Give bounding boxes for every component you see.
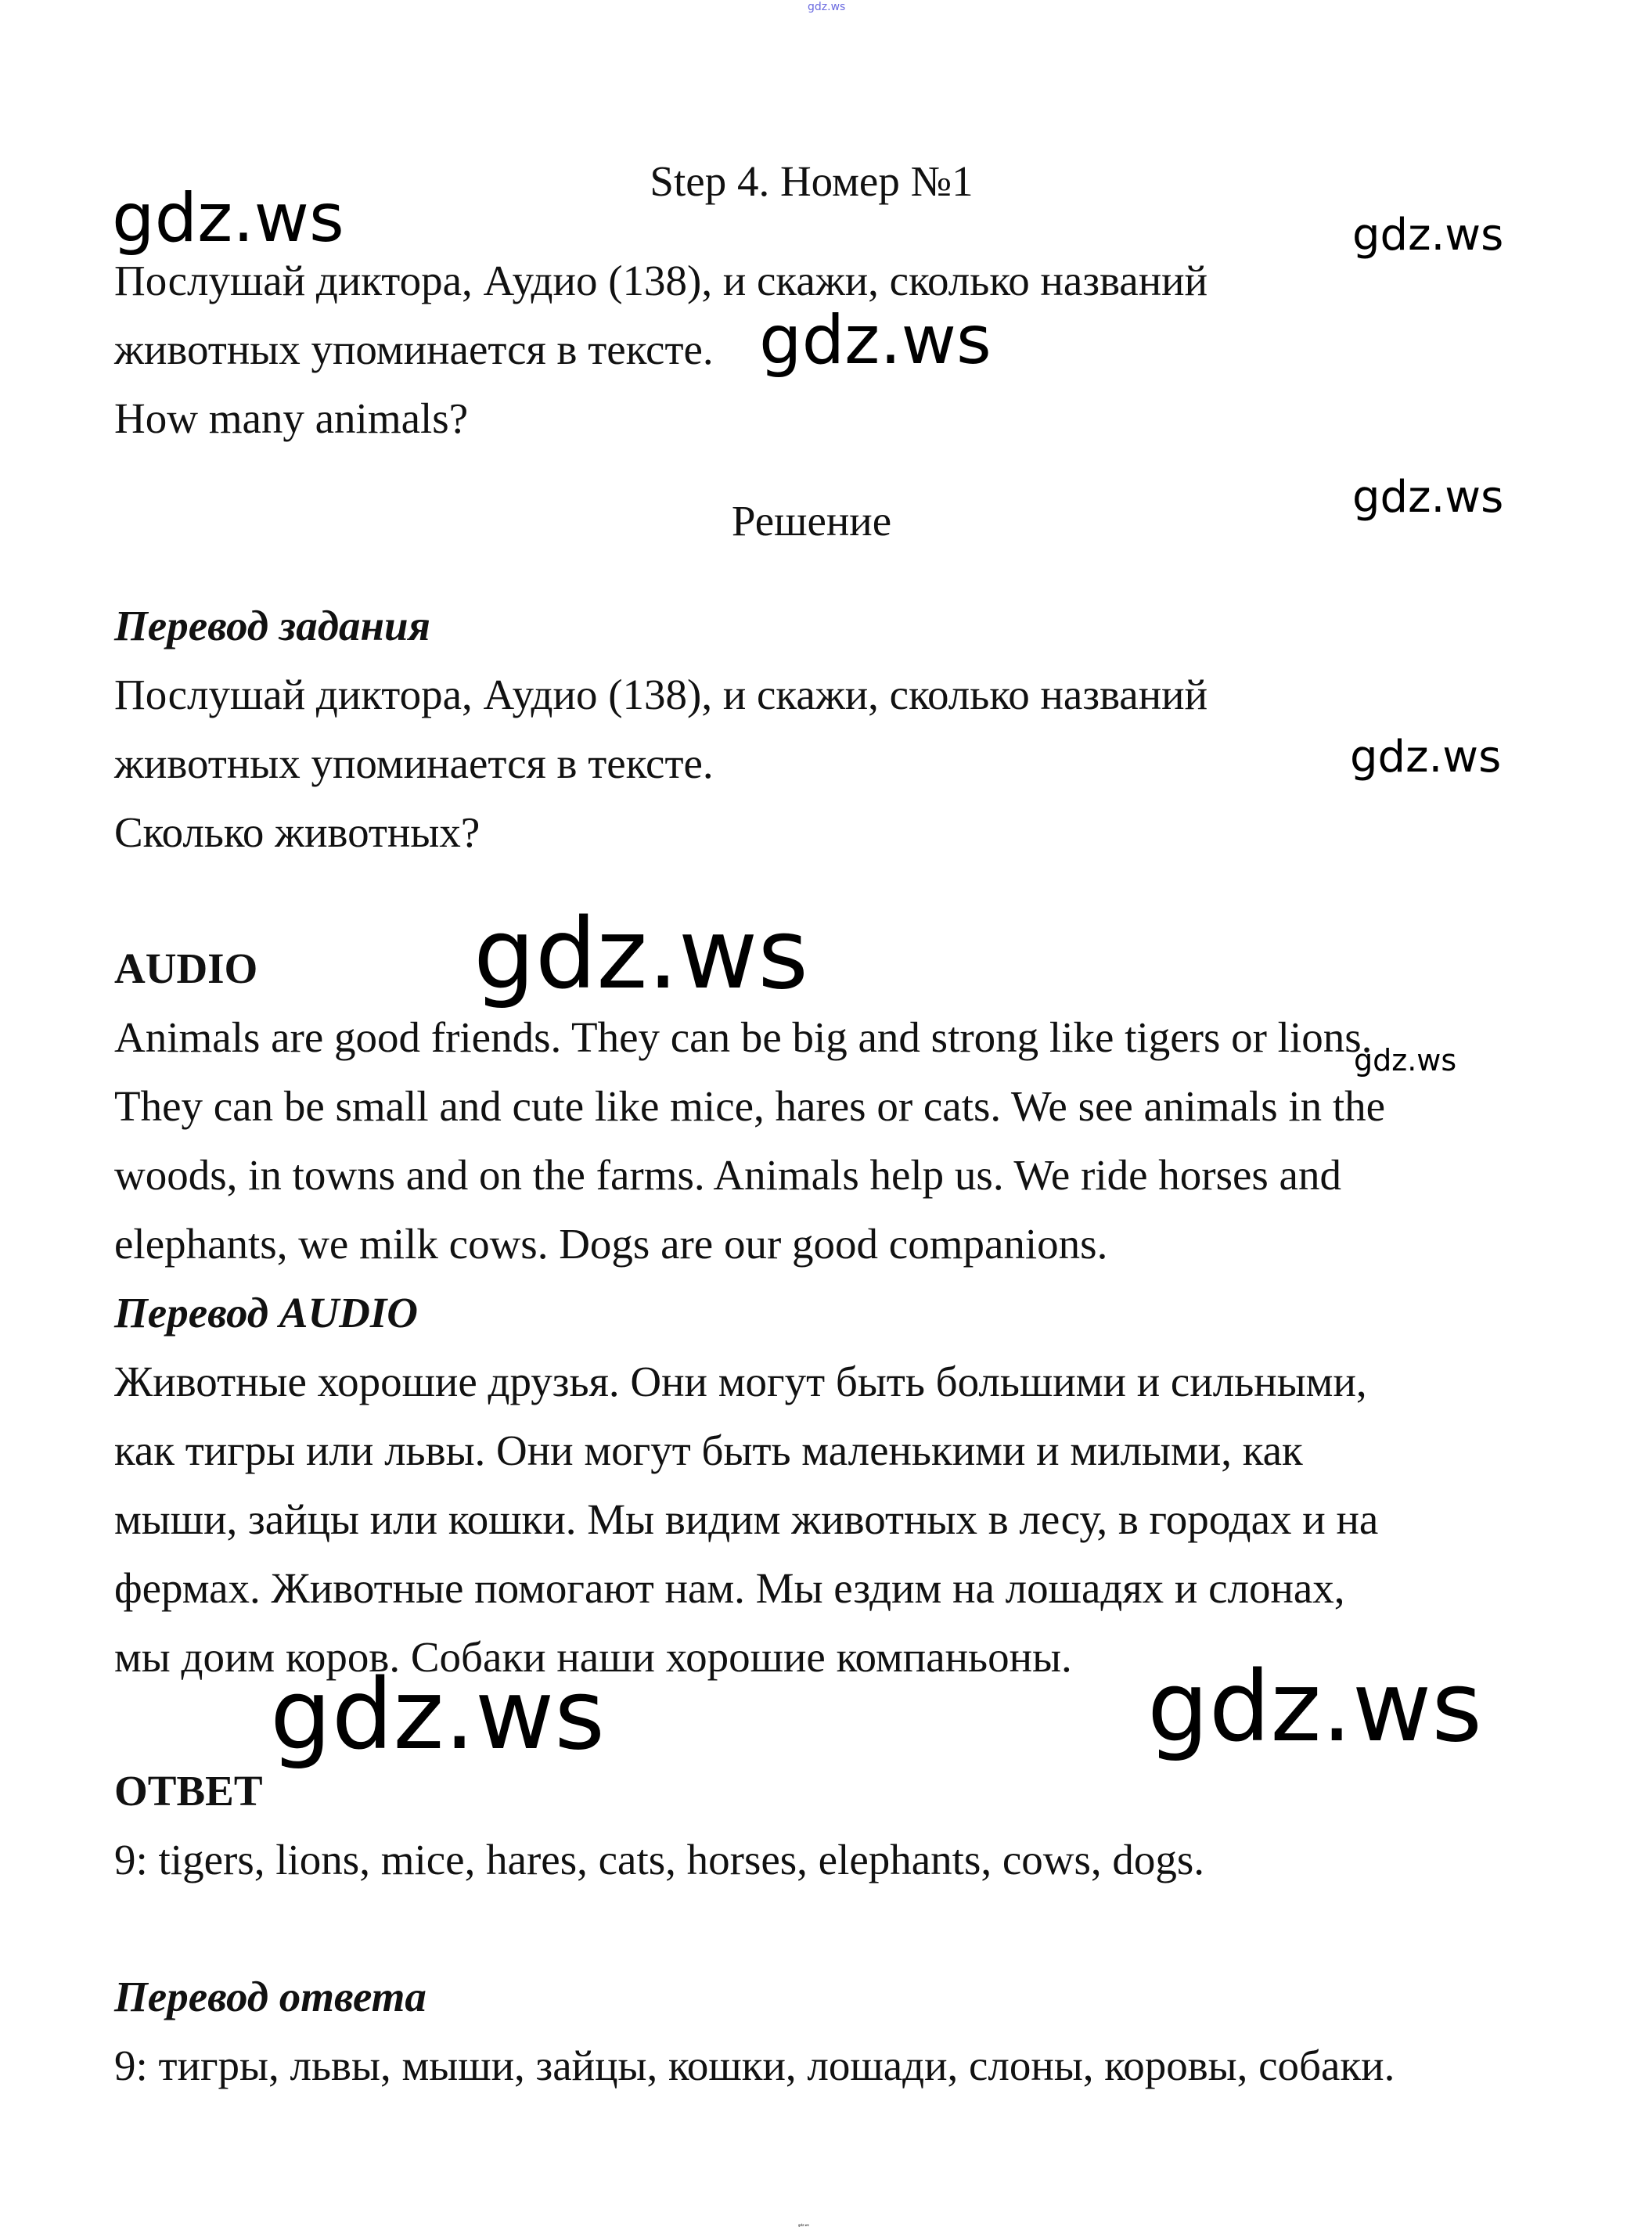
audio-translation-heading: Перевод AUDIO	[114, 1289, 419, 1337]
watermark-large: gdz.ws	[473, 898, 808, 1011]
watermark-large: gdz.ws	[1147, 1651, 1482, 1764]
audio-line-4: elephants, we milk cows. Dogs are our good companions.	[114, 1220, 1108, 1268]
watermark-small: gdz.ws	[1354, 1043, 1457, 1078]
task-line-2: животных упоминается в тексте.	[114, 326, 714, 373]
audio-line-2: They can be small and cute like mice, hares or cats. We see animals in the	[114, 1082, 1386, 1130]
answer-text: 9: tigers, lions, mice, hares, cats, horses, elephants, cows, dogs.	[114, 1836, 1205, 1883]
watermark-small: gdz.ws	[1352, 210, 1504, 261]
task-translation-heading: Перевод задания	[114, 602, 430, 649]
audio-heading: AUDIO	[114, 944, 258, 992]
audio-line-1: Animals are good friends. They can be big and strong like tigers or lions.	[114, 1013, 1373, 1061]
task-translation-line-2: животных упоминается в тексте.	[114, 739, 714, 787]
answer-translation-text: 9: тигры, львы, мыши, зайцы, кошки, лошади, слоны, коровы, собаки.	[114, 2042, 1395, 2089]
answer-translation-heading: Перевод ответа	[114, 1973, 426, 2020]
watermark-hidden: gdz.ws	[798, 2223, 809, 2227]
watermark-large: gdz.ws	[270, 1659, 605, 1772]
watermark-small: gdz.ws	[1350, 732, 1502, 783]
task-translation-line-1: Послушай диктора, Аудио (138), и скажи, сколько названий	[114, 671, 1208, 718]
watermark-large: gdz.ws	[112, 179, 344, 257]
top-watermark: gdz.ws	[808, 1, 846, 13]
audio-translation-line-5: мы доим коров. Собаки наши хорошие компаньоны.	[114, 1633, 1072, 1681]
task-line-3: How many animals?	[114, 394, 469, 442]
answer-heading: ОТВЕТ	[114, 1767, 263, 1815]
task-line-1: Послушай диктора, Аудио (138), и скажи, сколько названий	[114, 257, 1208, 304]
page-title: Step 4. Номер №1	[650, 157, 974, 205]
watermark-large: gdz.ws	[759, 301, 992, 380]
audio-translation-line-1: Животные хорошие друзья. Они могут быть большими и сильными,	[114, 1358, 1367, 1405]
audio-translation-line-3: мыши, зайцы или кошки. Мы видим животных в лесу, в городах и на	[114, 1495, 1379, 1543]
solution-heading: Решение	[731, 497, 892, 545]
audio-line-3: woods, in towns and on the farms. Animals help us. We ride horses and	[114, 1151, 1341, 1199]
audio-translation-line-4: фермах. Животные помогают нам. Мы ездим на лошадях и слонах,	[114, 1564, 1345, 1612]
task-translation-line-3: Сколько животных?	[114, 808, 480, 856]
watermark-small: gdz.ws	[1352, 472, 1504, 523]
audio-translation-line-2: как тигры или львы. Они могут быть маленькими и милыми, как	[114, 1427, 1303, 1474]
